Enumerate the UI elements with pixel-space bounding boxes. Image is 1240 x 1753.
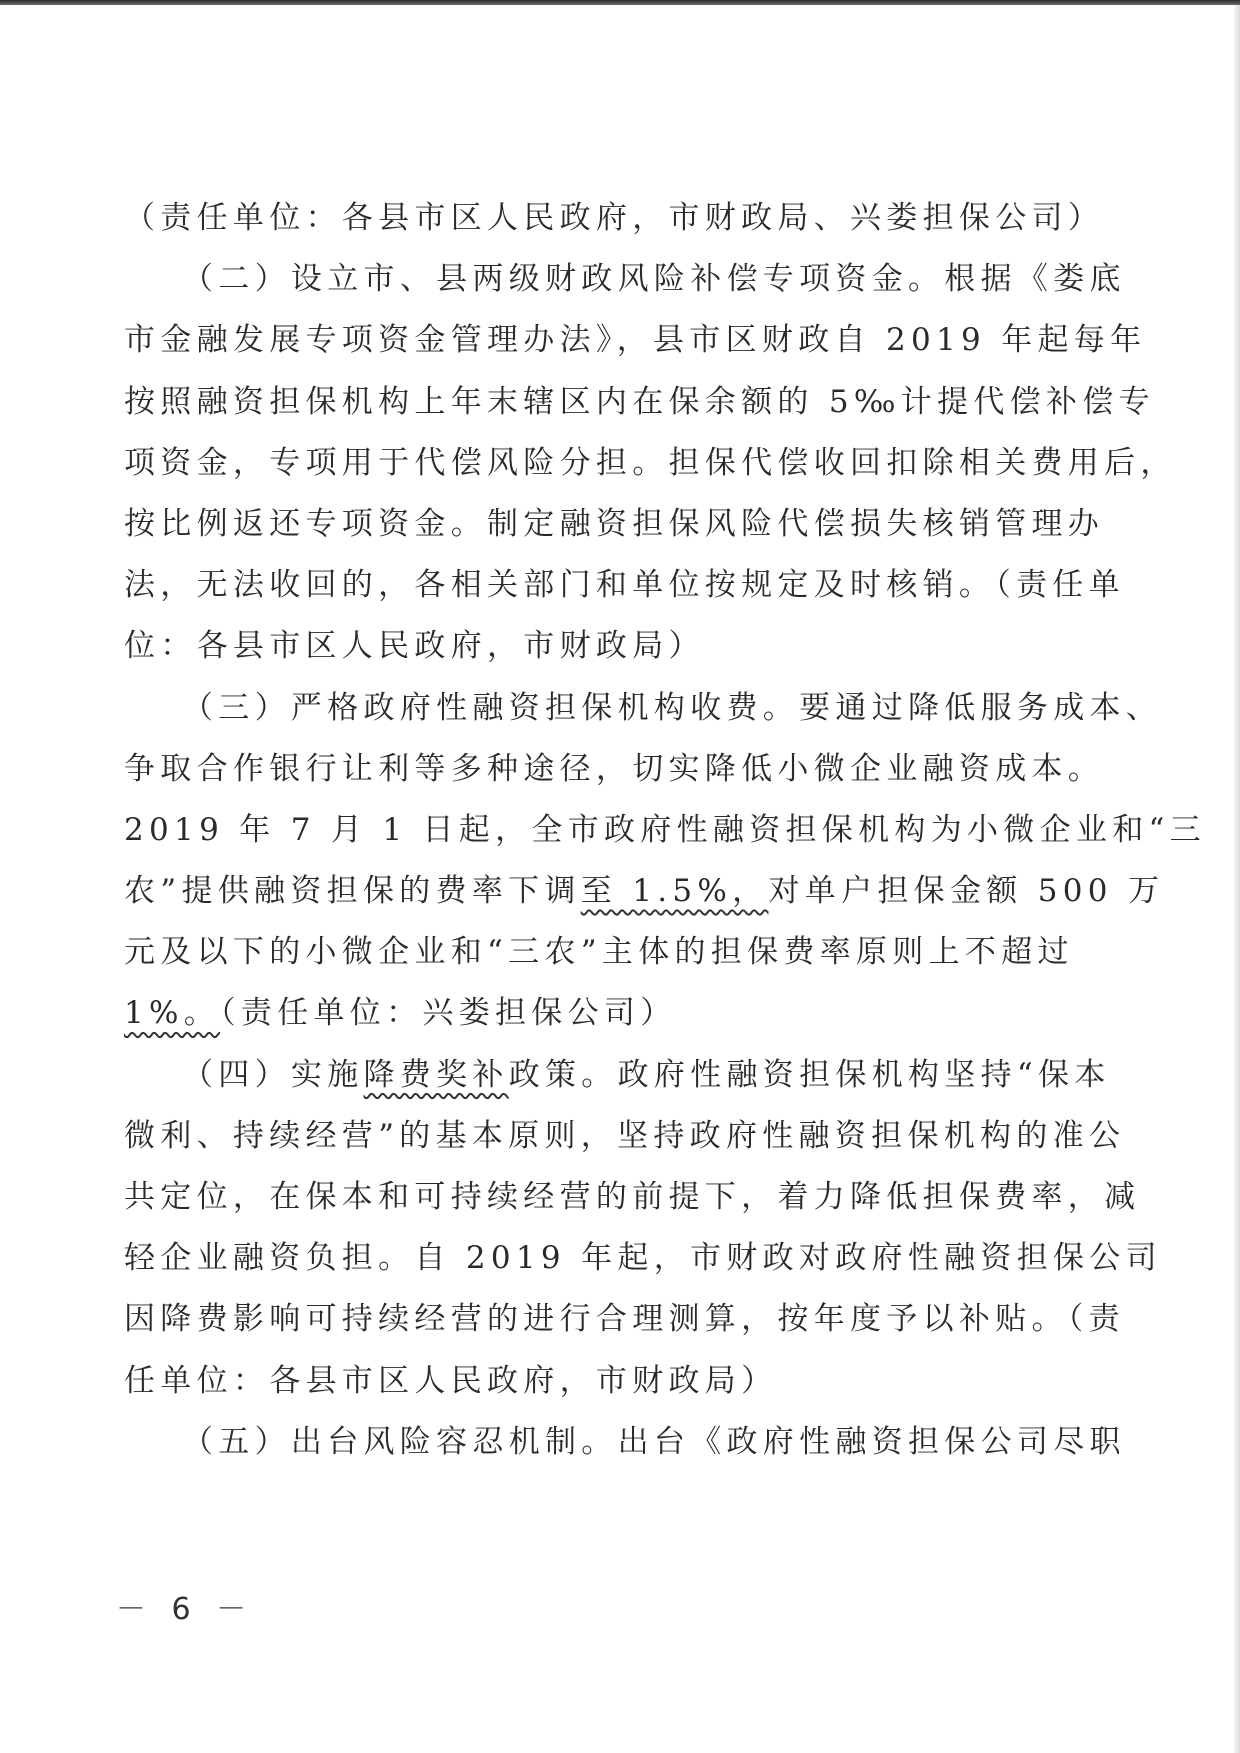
handwritten-wavy-underline-subsidy: 降费奖补 bbox=[363, 1056, 509, 1093]
section-4-heading-line bbox=[124, 1045, 1111, 1106]
handwritten-wavy-underline-one-percent: 1%。 bbox=[124, 995, 221, 1032]
responsibility-line: （责任单位：各县市区人民政府，市财政局、兴娄担保公司） bbox=[124, 200, 1105, 236]
page-number: － 6 － bbox=[116, 1592, 255, 1627]
scan-right-edge bbox=[1234, 5, 1240, 1753]
section-2-line: 按照融资担保机构上年末辖区内在保余额的 5‰计提代偿补偿专 bbox=[124, 383, 1155, 420]
section-5-heading-line: （五）出台风险容忍机制。出台《政府性融资担保公司尽职 bbox=[182, 1423, 1126, 1460]
section-3-line: 争取合作银行让利等多种途径，切实降低小微企业融资成本。 bbox=[124, 750, 1105, 787]
section-4-line: 任单位：各县市区人民政府，市财政局） bbox=[124, 1362, 778, 1399]
section-4-line: 轻企业融资负担。自 2019 年起，市财政对政府性融资担保公司 bbox=[124, 1240, 1162, 1277]
section-3-heading-line: （三）严格政府性融资担保机构收费。要通过降低服务成本、 bbox=[182, 689, 1163, 726]
section-4-line: 因降费影响可持续经营的进行合理测算，按年度予以补贴。（责 bbox=[124, 1301, 1125, 1338]
section-2-line: 市金融发展专项资金管理办法》，县市区财政自 2019 年起每年 bbox=[124, 322, 1147, 359]
section-4-line-text: 政府性融资担保机构坚持“保本 bbox=[617, 1056, 1111, 1093]
section-2-line: 按比例返还专项资金。制定融资担保风险代偿损失核销管理办 bbox=[124, 505, 1105, 542]
section-4-heading-suffix: 政策。 bbox=[508, 1056, 618, 1093]
scan-top-border bbox=[0, 0, 1240, 5]
section-3-line-fee-rate bbox=[124, 861, 1165, 922]
section-2-line: 法，无法收回的，各相关部门和单位按规定及时核销。（责任单 bbox=[124, 567, 1125, 604]
section-2-line: 位：各县市区人民政府，市财政局） bbox=[124, 628, 705, 665]
section-3-line-text: 对单户担保金额 500 万 bbox=[768, 873, 1165, 910]
handwritten-wavy-underline-fee-rate: 至 1.5%， bbox=[580, 873, 769, 910]
section-4-line: 微利、持续经营”的基本原则，坚持政府性融资担保机构的准公 bbox=[124, 1117, 1126, 1154]
section-3-line: 2019 年 7 月 1 日起，全市政府性融资担保机构为小微企业和“三 bbox=[124, 811, 1206, 848]
section-2-line: 项资金，专项用于代偿风险分担。担保代偿收回扣除相关费用后， bbox=[124, 444, 1177, 481]
section-3-line-text: 农”提供融资担保的费率下调 bbox=[124, 873, 581, 910]
section-4-heading-prefix: （四）实施 bbox=[182, 1056, 364, 1093]
section-4-line: 共定位，在保本和可持续经营的前提下，着力降低担保费率，减 bbox=[124, 1179, 1141, 1215]
section-3-line: 元及以下的小微企业和“三农”主体的担保费率原则上不超过 bbox=[124, 934, 1074, 971]
document-page bbox=[124, 188, 1206, 1473]
section-3-line-last bbox=[124, 983, 1044, 1044]
section-3-responsibility: （责任单位：兴娄担保公司） bbox=[220, 995, 677, 1032]
section-2-heading-line: （二）设立市、县两级财政风险补偿专项资金。根据《娄底 bbox=[182, 261, 1126, 298]
